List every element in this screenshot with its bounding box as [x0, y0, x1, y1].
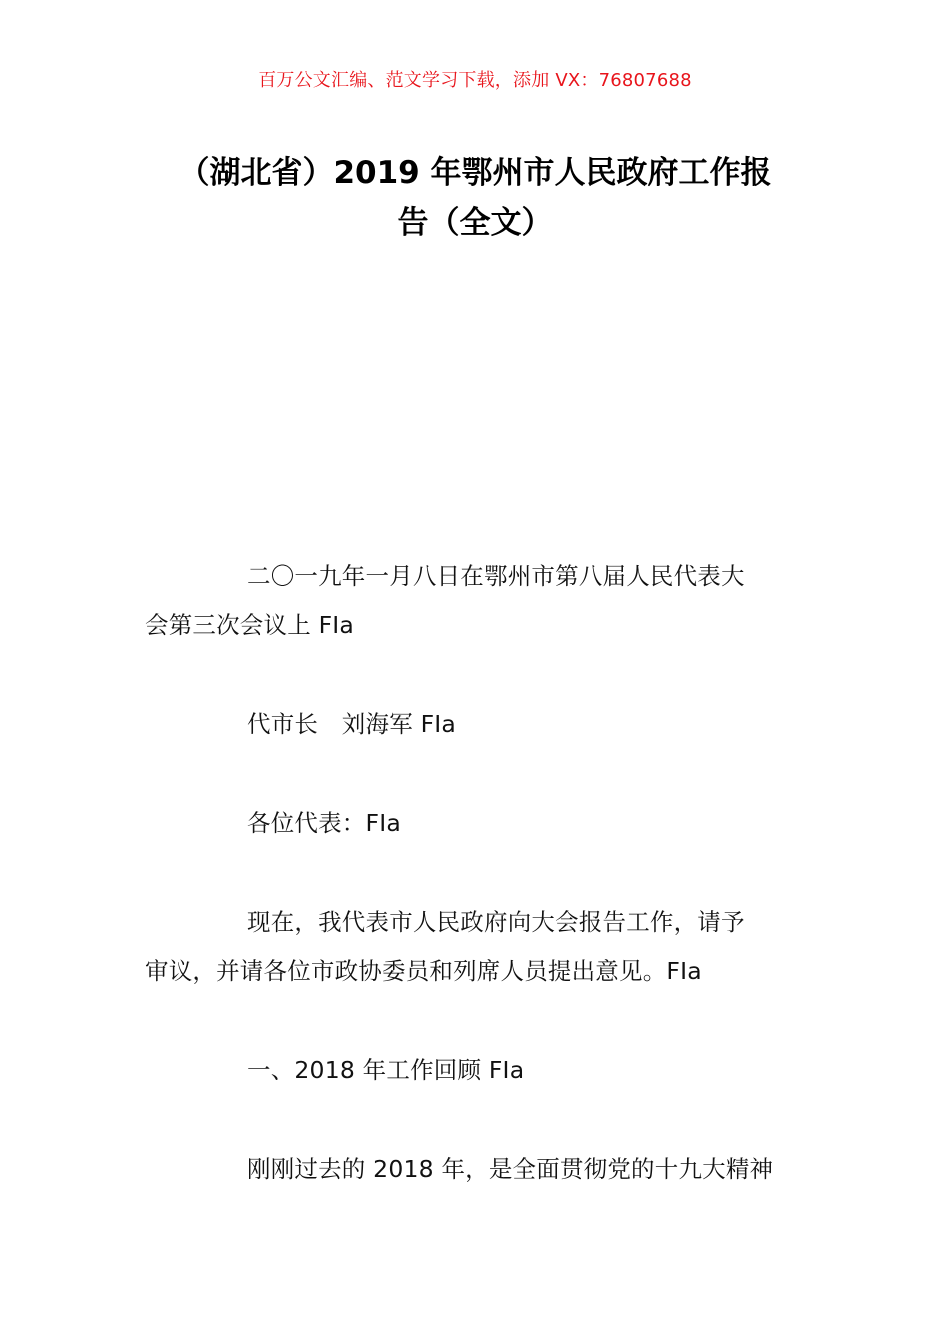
paragraph-intro: [145, 898, 810, 996]
header-promo-note: 百万公文汇编、范文学习下载，添加 VX：76807688: [258, 70, 692, 91]
paragraph-line: 会第三次会议上 FIa: [145, 611, 355, 639]
paragraph-line: 审议，并请各位市政协委员和列席人员提出意见。FIa: [145, 957, 702, 985]
paragraph-line: 二〇一九年一月八日在鄂州市第八届人民代表大: [247, 562, 745, 590]
paragraph-line: 刚刚过去的 2018 年，是全面贯彻党的十九大精神: [247, 1155, 774, 1183]
document-body: [145, 552, 810, 1244]
title-line-2: 告（全文）: [397, 205, 553, 241]
document-title: [140, 148, 810, 248]
title-line-1: （湖北省）2019 年鄂州市人民政府工作报: [178, 155, 772, 191]
paragraph-speaker: [145, 700, 810, 749]
section-heading: [145, 1046, 810, 1095]
paragraph-line: 一、2018 年工作回顾 FIa: [247, 1056, 525, 1084]
paragraph-review: [145, 1145, 810, 1194]
paragraph-line: 各位代表：FIa: [247, 809, 401, 837]
paragraph-line: 代市长 刘海军 FIa: [247, 710, 457, 738]
paragraph-line: 现在，我代表市人民政府向大会报告工作，请予: [247, 908, 745, 936]
paragraph-salutation: [145, 799, 810, 848]
paragraph-meeting-info: [145, 552, 810, 650]
